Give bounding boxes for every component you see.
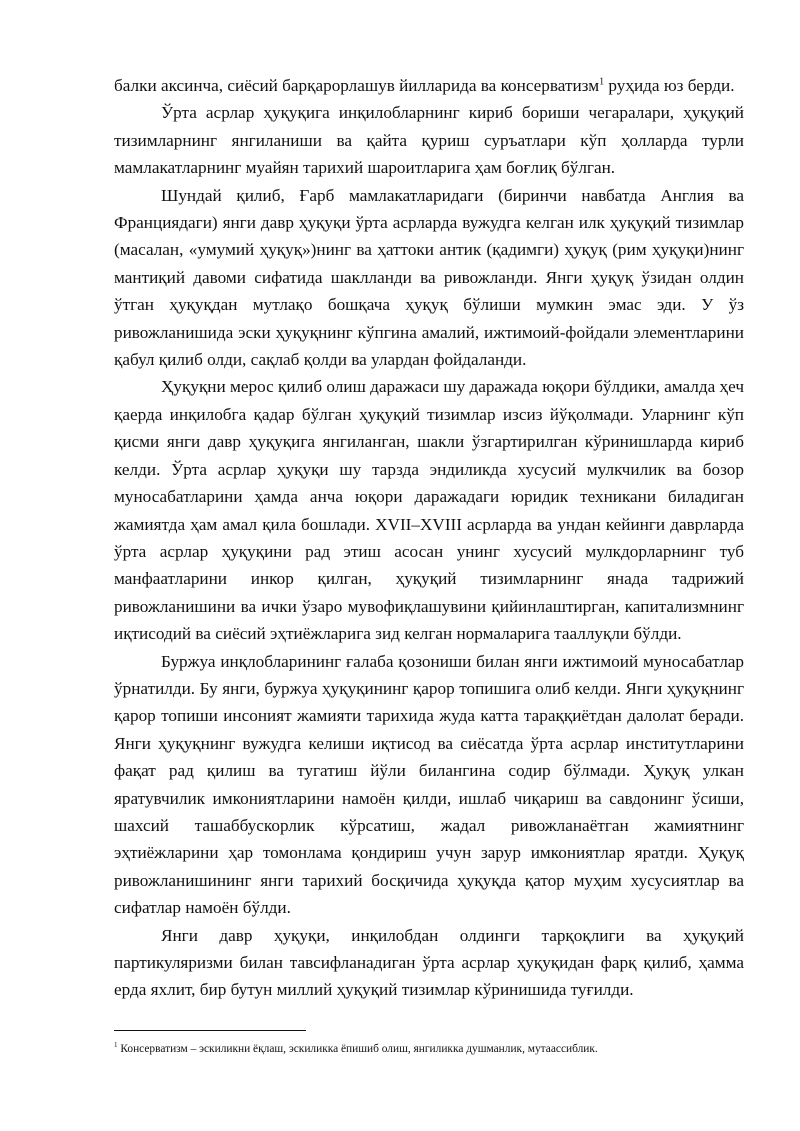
paragraph-1-text-end: руҳида юз берди.: [604, 76, 735, 95]
paragraph-3: Шундай қилиб, Ғарб мамлакатларидаги (биринчи навбатда Англия ва Франциядаги) янги давр ҳуқуқи ўрта асрларда вужудга келган илк ҳуқуқий тизимлар (масалан, «умумий ҳуқуқ»)нинг ва ҳаттоки антик (қадимги) ҳуқуқ (рим ҳуқуқи)нинг мантиқий давоми сифатида шаклланди ва ривожланди. Янги ҳуқуқ ўзидан олдин ўтган ҳуқуқдан мутлақо бошқача ҳуқуқ бўлиши мумкин эмас эди. У ўз ривожланишида эски ҳуқуқнинг кўпгина амалий, ижтимоий-фойдали элементларини қабул қилиб олди, сақлаб қолди ва улардан фойдаланди.: [114, 185, 744, 370]
footnote: [114, 1042, 744, 1057]
footnote-text: Консерватизм – эскиликни ёқлаш, эскиликка ёпишиб олиш, янгиликка душманлик, мутаассиблик.: [117, 1043, 598, 1055]
paragraph-1: [114, 72, 744, 99]
footnote-number: 1: [114, 1041, 118, 1050]
footnote-reference[interactable]: 1: [599, 76, 605, 88]
paragraph-2: Ўрта асрлар ҳуқуқига инқилобларнинг кириб бориши чегаралари, ҳуқуқий тизимларнинг янгиланиши ва қайта қуриш суръатлари кўп ҳолларда турли мамлакатларнинг муайян тарихий шароитларига ҳам боғлиқ бўлган.: [114, 103, 744, 178]
footnote-separator: [114, 1030, 306, 1031]
document-body: [114, 72, 744, 1004]
paragraph-5: Буржуа инқлобларининг ғалаба қозониши билан янги ижтимоий муносабатлар ўрнатилди. Бу янги, буржуа ҳуқуқининг қарор топишига олиб келди. Янги ҳуқуқнинг қарор топиши инсоният жамияти тарихида жуда катта тараққиётдан далолат беради. Янги ҳуқуқнинг вужудга келиши иқтисод ва сиёсатда ўрта асрлар институтларини фақат рад қилиш ва тугатиш йўли билангина содир бўлмади. Ҳуқуқ улкан яратувчилик имкониятларини намоён қилди, ишлаб чиқариш ва савдонинг ўсиши, шахсий ташаббускорлик кўрсатиш, жадал ривожланаётган жамиятнинг эҳтиёжларини ҳар томонлама қондириш учун зарур имкониятлар яратди. Ҳуқуқ ривожланишининг янги тарихий босқичида ҳуқуқда қатор муҳим хусусиятлар ва сифатлар намоён бўлди.: [114, 651, 744, 918]
paragraph-1-text-start: балки аксинча, сиёсий барқарорлашув йилларида ва консерватизм: [114, 76, 600, 95]
paragraph-6: Янги давр ҳуқуқи, инқилобдан олдинги тарқоқлиги ва ҳуқуқий партикуляризми билан тавсифланадиган ўрта асрлар ҳуқуқидан фарқ қилиб, ҳамма ерда яхлит, бир бутун миллий ҳуқуқий тизимлар кўринишида туғилди.: [114, 925, 744, 1000]
paragraph-4: Ҳуқуқни мерос қилиб олиш даражаси шу даражада юқори бўлдики, амалда ҳеч қаерда инқилобга қадар бўлган ҳуқуқий тизимлар изсиз йўқолмади. Уларнинг кўп қисми янги давр ҳуқуқига янгиланган, шакли ўзгартирилган кўринишларда кириб келди. Ўрта асрлар ҳуқуқи шу тарзда эндиликда хусусий мулкчилик ва бозор муносабатларини ҳамда анча юқори даражадаги юридик техникани биладиган жамиятда ҳам амал қила бошлади. XVII–XVIII асрларда ва ундан кейинги даврларда ўрта асрлар ҳуқуқини рад этиш асосан унинг хусусий мулкдорларнинг туб манфаатларини инкор қилган, ҳуқуқий тизимларнинг янада тадрижий ривожланишини ва ички ўзаро мувофиқлашувини қийинлаштирган, капитализмнинг иқтисодий ва сиёсий эҳтиёжларига зид келган нормаларига тааллуқли бўлди.: [114, 377, 744, 644]
